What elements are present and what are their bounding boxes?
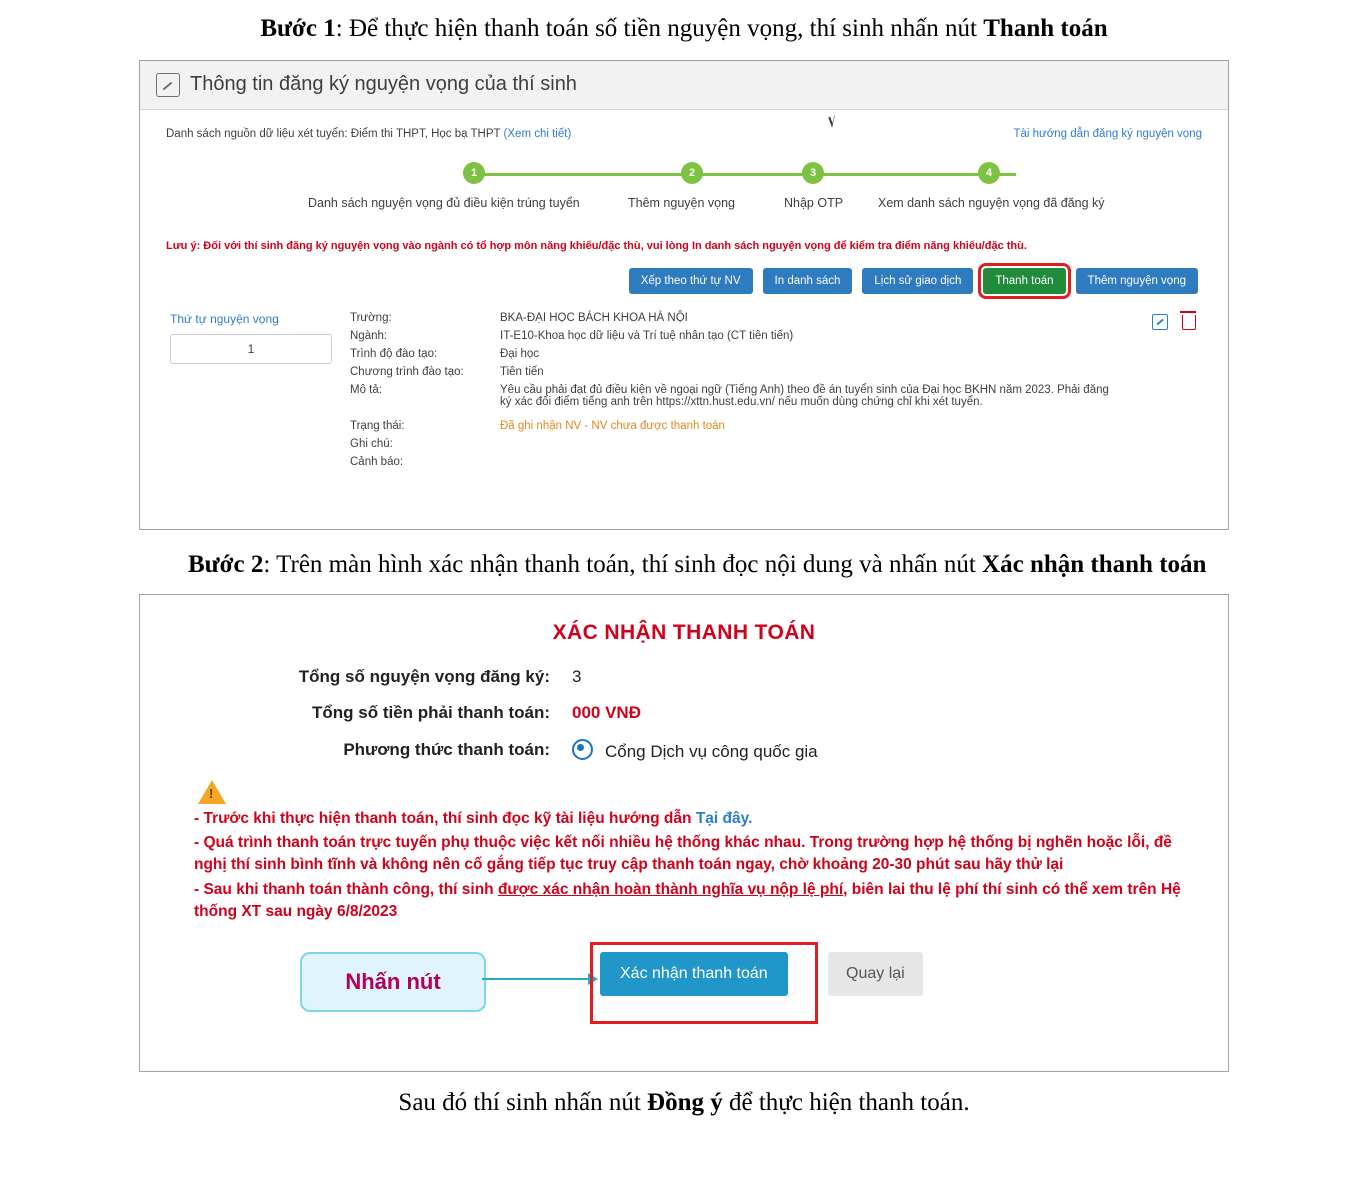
status-row xyxy=(350,420,1202,432)
wish-order-column xyxy=(166,312,350,474)
field-row xyxy=(350,348,1202,360)
stepper-labels xyxy=(166,196,1202,218)
field-key: Ngành: xyxy=(350,330,388,343)
field-row xyxy=(350,330,1202,342)
note-row xyxy=(350,438,1202,450)
total-amount-label: Tổng số tiền phải thanh toán: xyxy=(312,702,550,722)
total-amount-value: 000 VNĐ xyxy=(572,702,641,722)
step1-body: : Để thực hiện thanh toán số tiền nguyện vọng, thí sinh nhấn nút xyxy=(335,15,984,42)
step1-label: Bước 1 xyxy=(260,15,336,42)
alert-row xyxy=(350,456,1202,468)
field-key: Trình độ đào tạo: xyxy=(350,348,438,361)
total-wishes-row xyxy=(180,667,1188,687)
field-key: Chương trình đào tạo: xyxy=(350,366,464,379)
field-row xyxy=(350,312,1202,324)
step1-button-name: Thanh toán xyxy=(983,15,1108,42)
payment-body xyxy=(140,595,1228,1016)
payment-title: XÁC NHẬN THANH TOÁN xyxy=(552,620,816,644)
total-wishes-label: Tổng số nguyện vọng đăng ký: xyxy=(298,666,550,686)
warning-line-2: - Quá trình thanh toán trực tuyến phụ thuộc việc kết nối nhiều hệ thống khác nhau. Trong trường hợp hệ thống bị nghẽn hoặc lỗi, đề nghị thí sinh bình tĩnh và không nên cố gắng tiếp tục truy cập thanh toán ngay, chờ khoảng 20-30 phút sau hãy thử lại xyxy=(194,833,1172,874)
alert-value xyxy=(500,456,1120,468)
field-value: BKA-ĐẠI HỌC BÁCH KHOA HÀ NỘI xyxy=(500,312,688,325)
progress-stepper xyxy=(166,162,1202,188)
stepper-dot-3[interactable]: 3 xyxy=(802,162,824,184)
field-row xyxy=(350,366,1202,378)
step2-body: : Trên màn hình xác nhận thanh toán, thí sinh đọc nội dung và nhấn nút xyxy=(263,550,983,578)
status-key: Trạng thái: xyxy=(350,420,405,433)
step2-button-name: Xác nhận thanh toán xyxy=(982,550,1207,578)
warning-line-3-pre: - Sau khi thanh toán thành công, thí sinh xyxy=(194,880,498,898)
payment-method-option[interactable] xyxy=(572,739,818,762)
payment-actions xyxy=(180,946,1188,1016)
back-button[interactable]: Quay lại xyxy=(828,952,923,996)
press-button-callout: Nhấn nút xyxy=(300,952,486,1012)
warning-line-3-post: , biên lai thu lệ phí thí sinh có thể xem trên Hệ thống XT sau ngày 6/8/2023 xyxy=(194,880,1181,921)
closing-post: để thực hiện thanh toán. xyxy=(722,1088,970,1116)
field-value: Yêu cầu phải đạt đủ điều kiện về ngoại ngữ (Tiếng Anh) theo đề án tuyển sinh của Đại học BKHN năm 2023. Phải đăng ký xác đổi điểm tiếng anh trên https://xttn.hust.edu.vn/ nếu muốn dùng chứng chỉ khi xét tuyển. xyxy=(500,384,1109,409)
wish-order-input[interactable]: 1 xyxy=(170,334,332,364)
step1-instruction xyxy=(60,0,1308,46)
field-row xyxy=(350,384,1202,408)
step2-label: Bước 2 xyxy=(188,550,264,578)
callout-arrow-icon xyxy=(482,978,596,980)
add-wish-button[interactable]: Thêm nguyện vọng xyxy=(1076,268,1198,295)
sort-by-order-button[interactable]: Xếp theo thứ tự NV xyxy=(629,268,753,295)
closing-bold: Đồng ý xyxy=(647,1088,723,1116)
warning-line-3 xyxy=(194,879,1182,924)
guide-link[interactable]: Tài hướng dẫn đăng ký nguyện vọng xyxy=(1013,127,1202,140)
wish-detail xyxy=(166,312,1202,474)
payment-method-label: Phương thức thanh toán: xyxy=(343,740,550,759)
field-key: Trường: xyxy=(350,312,392,325)
stepper-label-1: Danh sách nguyện vọng đủ điều kiện trúng tuyển xyxy=(308,195,580,210)
total-wishes-value: 3 xyxy=(572,666,582,686)
closing-pre: Sau đó thí sinh nhấn nút xyxy=(398,1088,648,1116)
stepper-dot-1[interactable]: 1 xyxy=(463,162,485,184)
status-badge: Đã ghi nhận NV - NV chưa được thanh toán xyxy=(500,420,725,433)
confirm-payment-button[interactable]: Xác nhận thanh toán xyxy=(600,952,788,996)
panel-header xyxy=(140,61,1228,110)
closing-instruction xyxy=(60,1072,1308,1120)
transaction-history-button[interactable]: Lịch sử giao dịch xyxy=(862,268,973,295)
warning-line-3-underline: được xác nhận hoàn thành nghĩa vụ nộp lệ phí xyxy=(497,880,844,898)
print-list-button[interactable]: In danh sách xyxy=(763,268,853,295)
wish-order-label: Thứ tự nguyện vọng xyxy=(170,312,279,327)
step2-instruction xyxy=(60,530,1308,582)
stepper-label-4: Xem danh sách nguyện vọng đã đăng ký xyxy=(878,195,1105,210)
stepper-line xyxy=(472,173,1016,176)
screenshot-registration-info xyxy=(139,60,1229,530)
warning-text-block xyxy=(180,808,1188,924)
row-actions xyxy=(1152,314,1196,330)
warning-triangle-icon xyxy=(198,780,226,804)
note-value xyxy=(500,438,1120,450)
mouse-cursor-icon xyxy=(828,115,838,128)
warning-note: Lưu ý: Đối với thí sinh đăng ký nguyện vọng vào ngành có tổ hợp môn năng khiếu/đặc thù, vui lòng In danh sách nguyện vọng để kiểm tra điểm năng khiếu/đặc thù. xyxy=(166,239,1027,252)
payment-method-row xyxy=(180,739,1188,762)
source-detail-link[interactable]: (Xem chi tiết) xyxy=(503,127,572,140)
field-value: IT-E10-Khoa học dữ liệu và Trí tuệ nhân tạo (CT tiên tiến) xyxy=(500,330,794,343)
payment-button[interactable]: Thanh toán xyxy=(983,268,1065,295)
source-row xyxy=(166,128,1202,140)
stepper-dot-2[interactable]: 2 xyxy=(681,162,703,184)
payment-method-value: Cổng Dịch vụ công quốc gia xyxy=(605,741,818,761)
field-value: Đại học xyxy=(500,348,539,361)
wish-fields xyxy=(350,312,1202,474)
radio-selected-icon[interactable] xyxy=(572,739,593,760)
warning-line-1 xyxy=(194,808,1182,830)
source-label: Danh sách nguồn dữ liệu xét tuyển: Điểm thi THPT, Học bạ THPT xyxy=(166,127,501,140)
edit-form-icon xyxy=(156,73,180,97)
trash-icon[interactable] xyxy=(1182,315,1196,330)
stepper-label-2: Thêm nguyện vọng xyxy=(628,195,736,210)
source-label-wrap xyxy=(166,128,571,140)
screenshot-payment-confirm xyxy=(139,594,1229,1072)
edit-icon[interactable] xyxy=(1152,314,1168,330)
note-key: Ghi chú: xyxy=(350,438,393,451)
field-key: Mô tả: xyxy=(350,384,382,397)
action-toolbar xyxy=(166,268,1202,295)
alert-key: Cảnh báo: xyxy=(350,456,404,469)
field-value: Tiên tiến xyxy=(500,366,544,379)
warning-line-1-text: - Trước khi thực hiện thanh toán, thí sinh đọc kỹ tài liệu hướng dẫn xyxy=(194,809,696,827)
panel-body xyxy=(140,110,1228,475)
guide-here-link[interactable]: Tại đây. xyxy=(695,809,753,827)
total-amount-row xyxy=(180,703,1188,723)
stepper-dot-4[interactable]: 4 xyxy=(978,162,1000,184)
panel-title: Thông tin đăng ký nguyện vọng của thí sinh xyxy=(190,73,577,96)
stepper-label-3: Nhập OTP xyxy=(784,195,844,210)
